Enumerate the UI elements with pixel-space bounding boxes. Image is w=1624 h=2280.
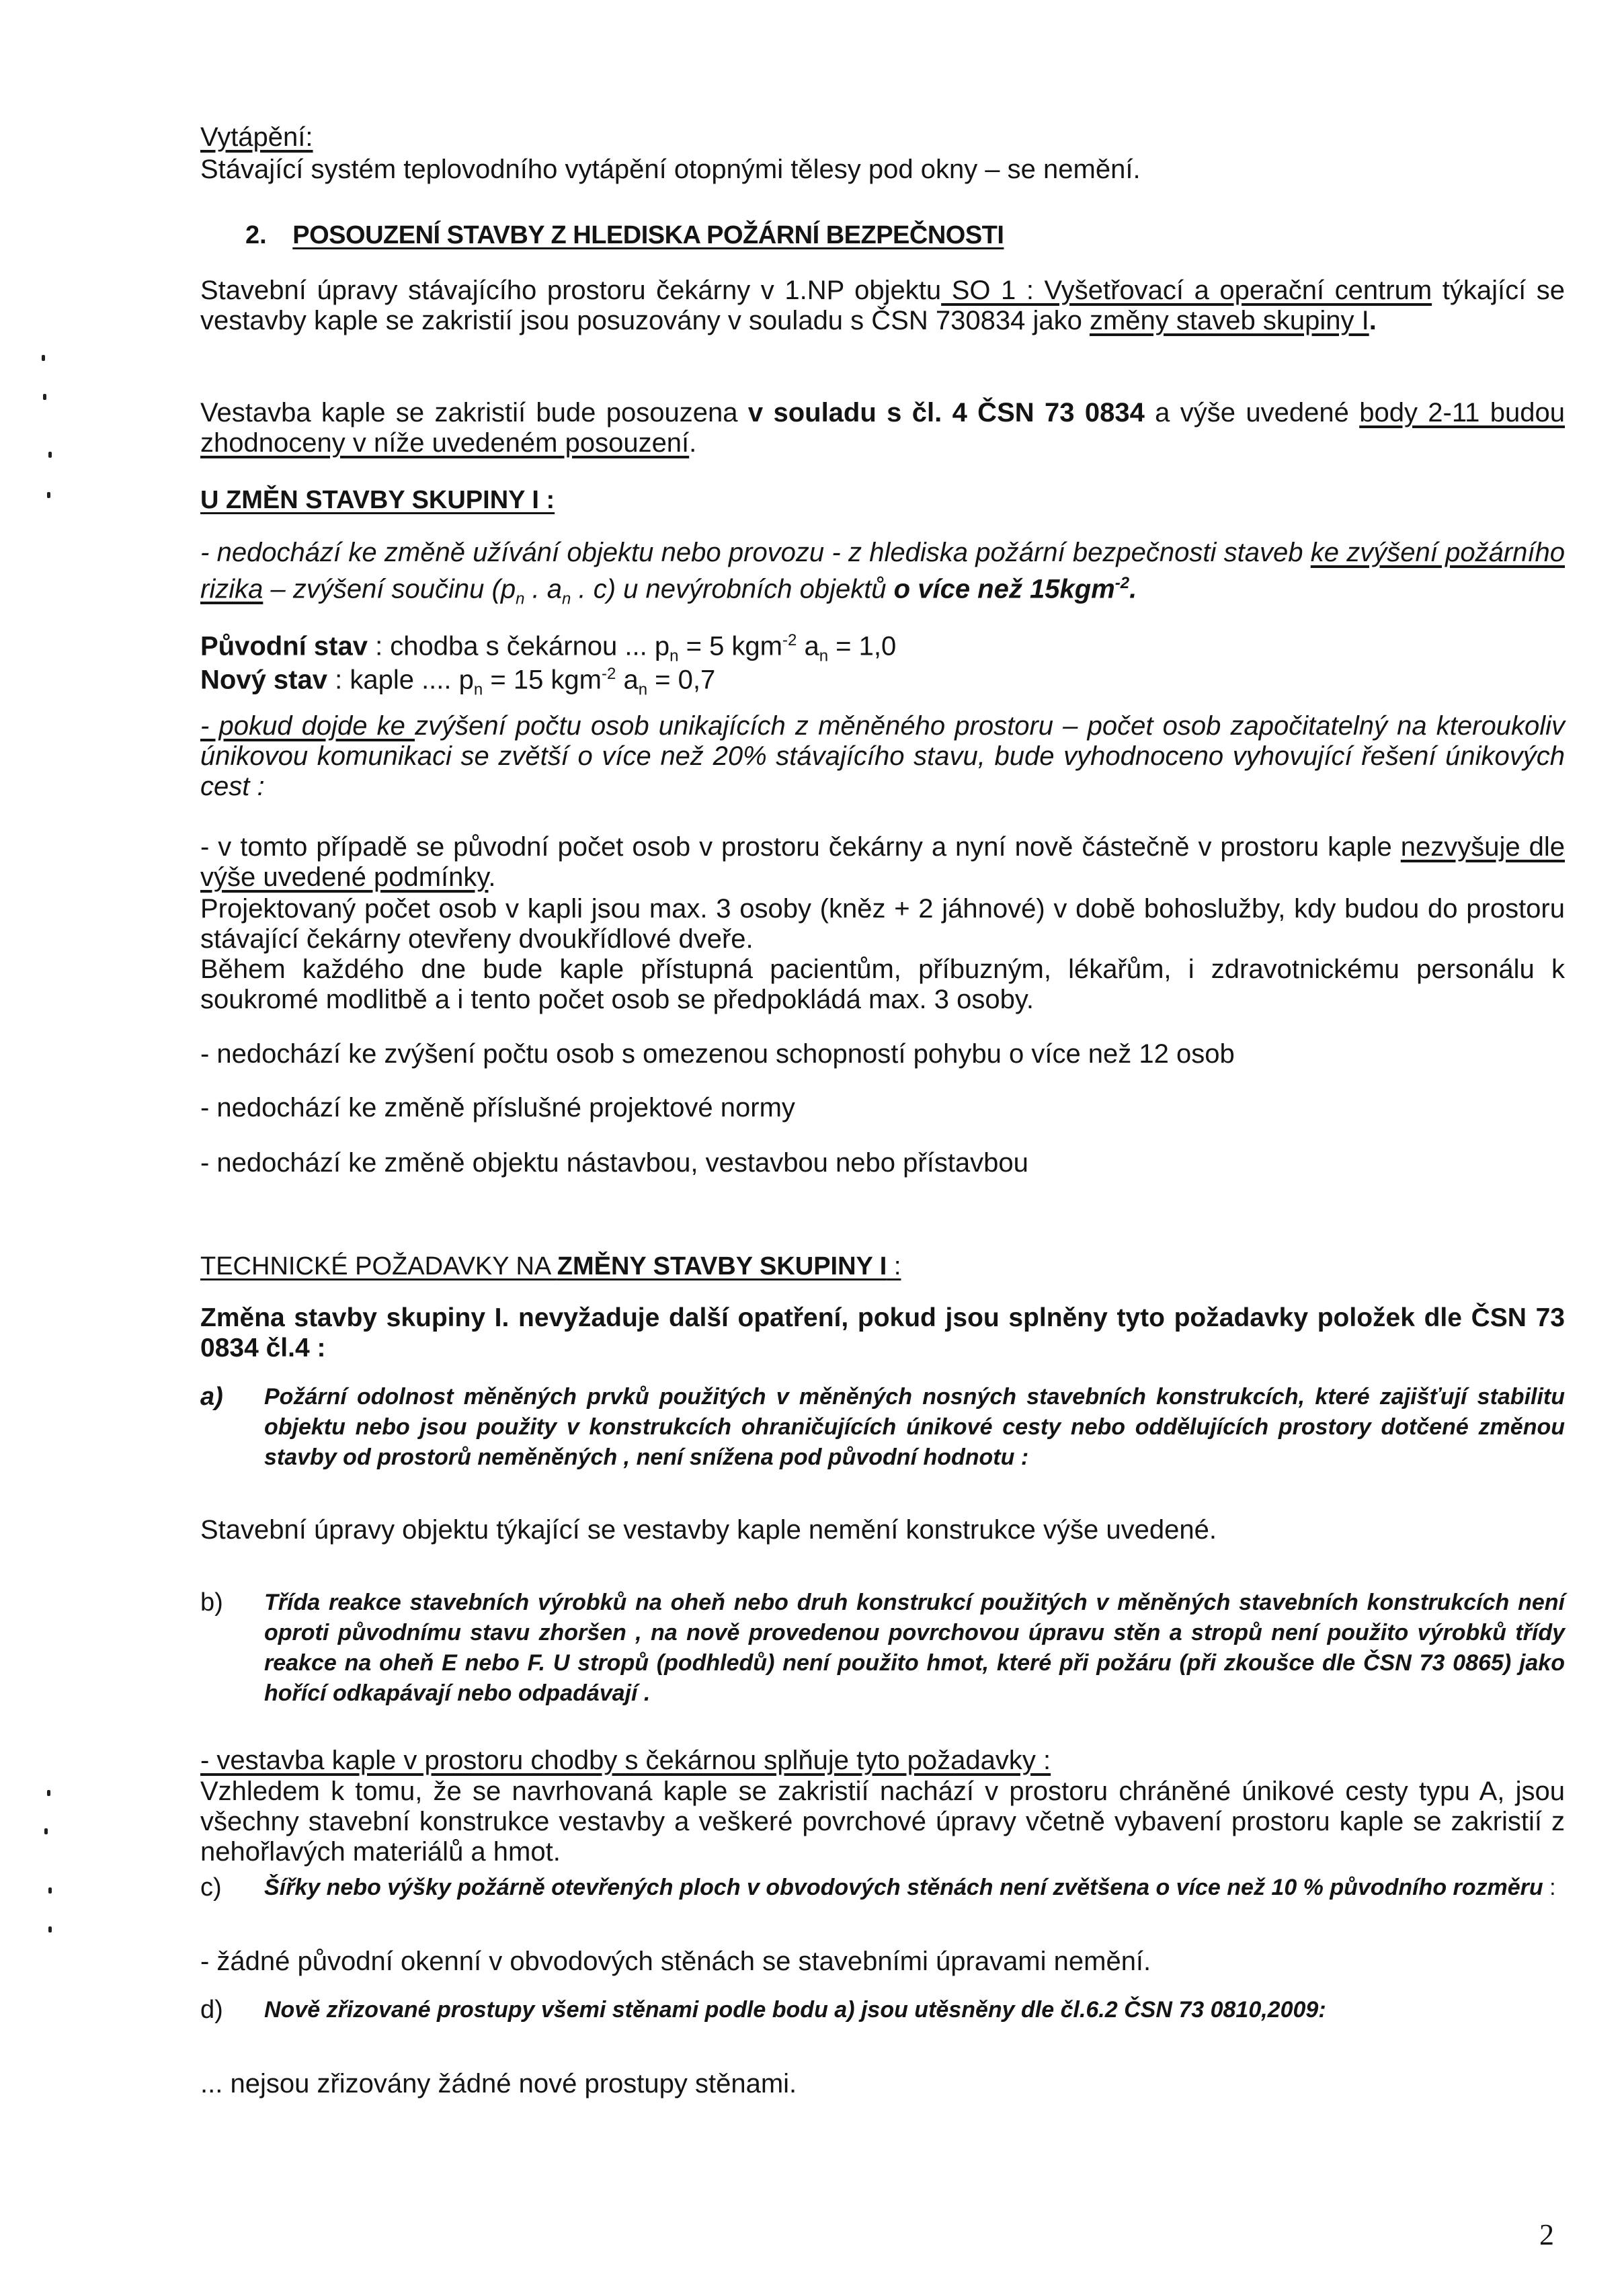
scan-mark bbox=[48, 452, 52, 458]
bullet-item: - nedochází ke zvýšení počtu osob s omezenou schopností pohybu o více než 12 osob bbox=[200, 1039, 1235, 1069]
section-title: POSOUZENÍ STAVBY Z HLEDISKA POŽÁRNÍ BEZPEČNOSTI bbox=[292, 221, 1004, 249]
windows-unchanged-paragraph: - žádné původní okenní v obvodových stěnách se stavebními úpravami nemění. bbox=[200, 1947, 1151, 1976]
scan-mark bbox=[48, 1887, 52, 1894]
tech-requirements-heading: TECHNICKÉ POŽADAVKY NA ZMĚNY STAVBY SKUPINY I : bbox=[200, 1252, 901, 1280]
persons-evaluation-paragraph: - v tomto případě se původní počet osob v prostoru čekárny a nyní nově částečně v prostoru kaple nezvyšuje dle výše uvedené podmínky. bbox=[200, 832, 1565, 892]
zmeny-heading: U ZMĚN STAVBY SKUPINY I : bbox=[200, 486, 555, 514]
original-state-line: Původní stav : chodba s čekárnou ... $p_n = 5$ kgm$^{-2}$ $a_n = 1,0$ bbox=[200, 631, 897, 665]
scan-mark bbox=[47, 492, 50, 498]
intro-paragraph: Stavební úpravy stávajícího prostoru čekárny v 1.NP objektu SO 1 : Vyšetřovací a operační centrum týkající se vestavby kaple se zakristií jsou posuzovány v souladu s ČSN 730834 jako změny staveb skupiny I. bbox=[200, 276, 1565, 335]
bullet-item: - nedochází ke změně objektu nástavbou, vestavbou nebo přístavbou bbox=[200, 1148, 1028, 1178]
construction-unchanged-paragraph: Stavební úpravy objektu týkající se vestavby kaple nemění konstrukce výše uvedené. bbox=[200, 1515, 1217, 1545]
scan-mark bbox=[42, 355, 45, 361]
heating-heading-text: Vytápění: bbox=[200, 122, 313, 152]
section-heading bbox=[245, 220, 1522, 251]
scan-mark bbox=[47, 1790, 50, 1796]
heating-heading bbox=[200, 122, 1565, 153]
persons-increase-paragraph: - pokud dojde ke zvýšení počtu osob unikajících z měněného prostoru – počet osob započitatelný na kteroukoliv únikovou komunikaci se zvětší o více než 20% stávajícího stavu, bude vyhodnoceno vyhovující řešení únikových cest : bbox=[200, 711, 1565, 801]
projected-persons-paragraph: Projektovaný počet osob v kapli jsou max. 3 osoby (kněz + 2 jáhnové) v době bohoslužby, kdy budou do prostoru stávající čekárny otevřeny dvoukřídlové dveře. bbox=[200, 894, 1565, 954]
requirement-b: b) Třída reakce stavebních výrobků na oheň nebo druh konstrukcí použitých v měněných stavebních konstrukcích není oproti původnímu stavu zhoršen , na nově provedenou povrchovou úpravu stěn a stropů není použito výrobků třídy reakce na oheň E nebo F. U stropů (podhledů) není použito hmot, které při požáru (při zkoušce dle ČSN 73 0865) jako hořící odkapávají nebo odpadávají . bbox=[200, 1588, 1565, 1706]
no-penetrations-paragraph: ... nejsou zřizovány žádné nové prostupy stěnami. bbox=[200, 2069, 797, 2099]
requirement-a: a) Požární odolnost měněných prvků použitých v měněných nosných stavebních konstrukcích, které zajišťují stabilitu objektu nebo jsou použity v konstrukcích ohraničujících únikové cesty nebo oddělujících prostory dotčené změnou stavby od prostorů neměněných , není snížena pod původní hodnotu : bbox=[200, 1383, 1565, 1470]
requirement-d: d) Nově zřizované prostupy všemi stěnami podle bodu a) jsou utěsněny dle čl.6.2 ČSN 73 0810,2009: bbox=[200, 1996, 1326, 2024]
scan-mark bbox=[48, 1926, 52, 1932]
vestavba-paragraph: Vestavba kaple se zakristií bude posouzena v souladu s čl. 4 ČSN 73 0834 a výše uvedené body 2-11 budou zhodnoceny v níže uvedeném posouzení. bbox=[200, 398, 1565, 458]
scan-mark bbox=[44, 1828, 48, 1834]
requirement-c: c) Šířky nebo výšky požárně otevřených ploch v obvodových stěnách není zvětšena o více než 10 % původního rozměru : bbox=[200, 1873, 1556, 1902]
change-requirements-paragraph: Změna stavby skupiny I. nevyžaduje další opatření, pokud jsou splněny tyto požadavky položek dle ČSN 73 0834 čl.4 : bbox=[200, 1303, 1565, 1362]
bullet-item: - nedochází ke změně příslušné projektové normy bbox=[200, 1093, 795, 1123]
new-state-line: Nový stav : kaple .... $p_n = 15$ kgm$^{-2}$ $a_n = 0,7$ bbox=[200, 665, 716, 699]
heating-text: Stávající systém teplovodního vytápění otopnými tělesy pod okny – se nemění. bbox=[200, 155, 1141, 184]
vestavba-requirements-heading: - vestavba kaple v prostoru chodby s čekárnou splňuje tyto požadavky : bbox=[200, 1746, 1051, 1775]
section-number: 2. bbox=[245, 221, 267, 249]
risk-paragraph: - nedochází ke změně užívání objektu nebo provozu - z hlediska požární bezpečnosti staveb ke zvýšení požárního rizika – zvýšení součinu ($p_n$ . $a_n$ . c) u nevýrobních objektů o více než 15kgm$^{-2}$. bbox=[200, 538, 1565, 608]
page-number: 2 bbox=[1539, 2218, 1554, 2251]
materials-paragraph: Vzhledem k tomu, že se navrhovaná kaple se zakristií nachází v prostoru chráněné únikové cesty typu A, jsou všechny stavební konstrukce vestavby a veškeré povrchové úpravy včetně vybavení prostoru kaple se zakristií z nehořlavých materiálů a hmot. bbox=[200, 1777, 1565, 1867]
scan-mark bbox=[43, 394, 46, 400]
daily-access-paragraph: Během každého dne bude kaple přístupná pacientům, příbuzným, lékařům, i zdravotnickému personálu k soukromé modlitbě a i tento počet osob se předpokládá max. 3 osoby. bbox=[200, 954, 1565, 1014]
